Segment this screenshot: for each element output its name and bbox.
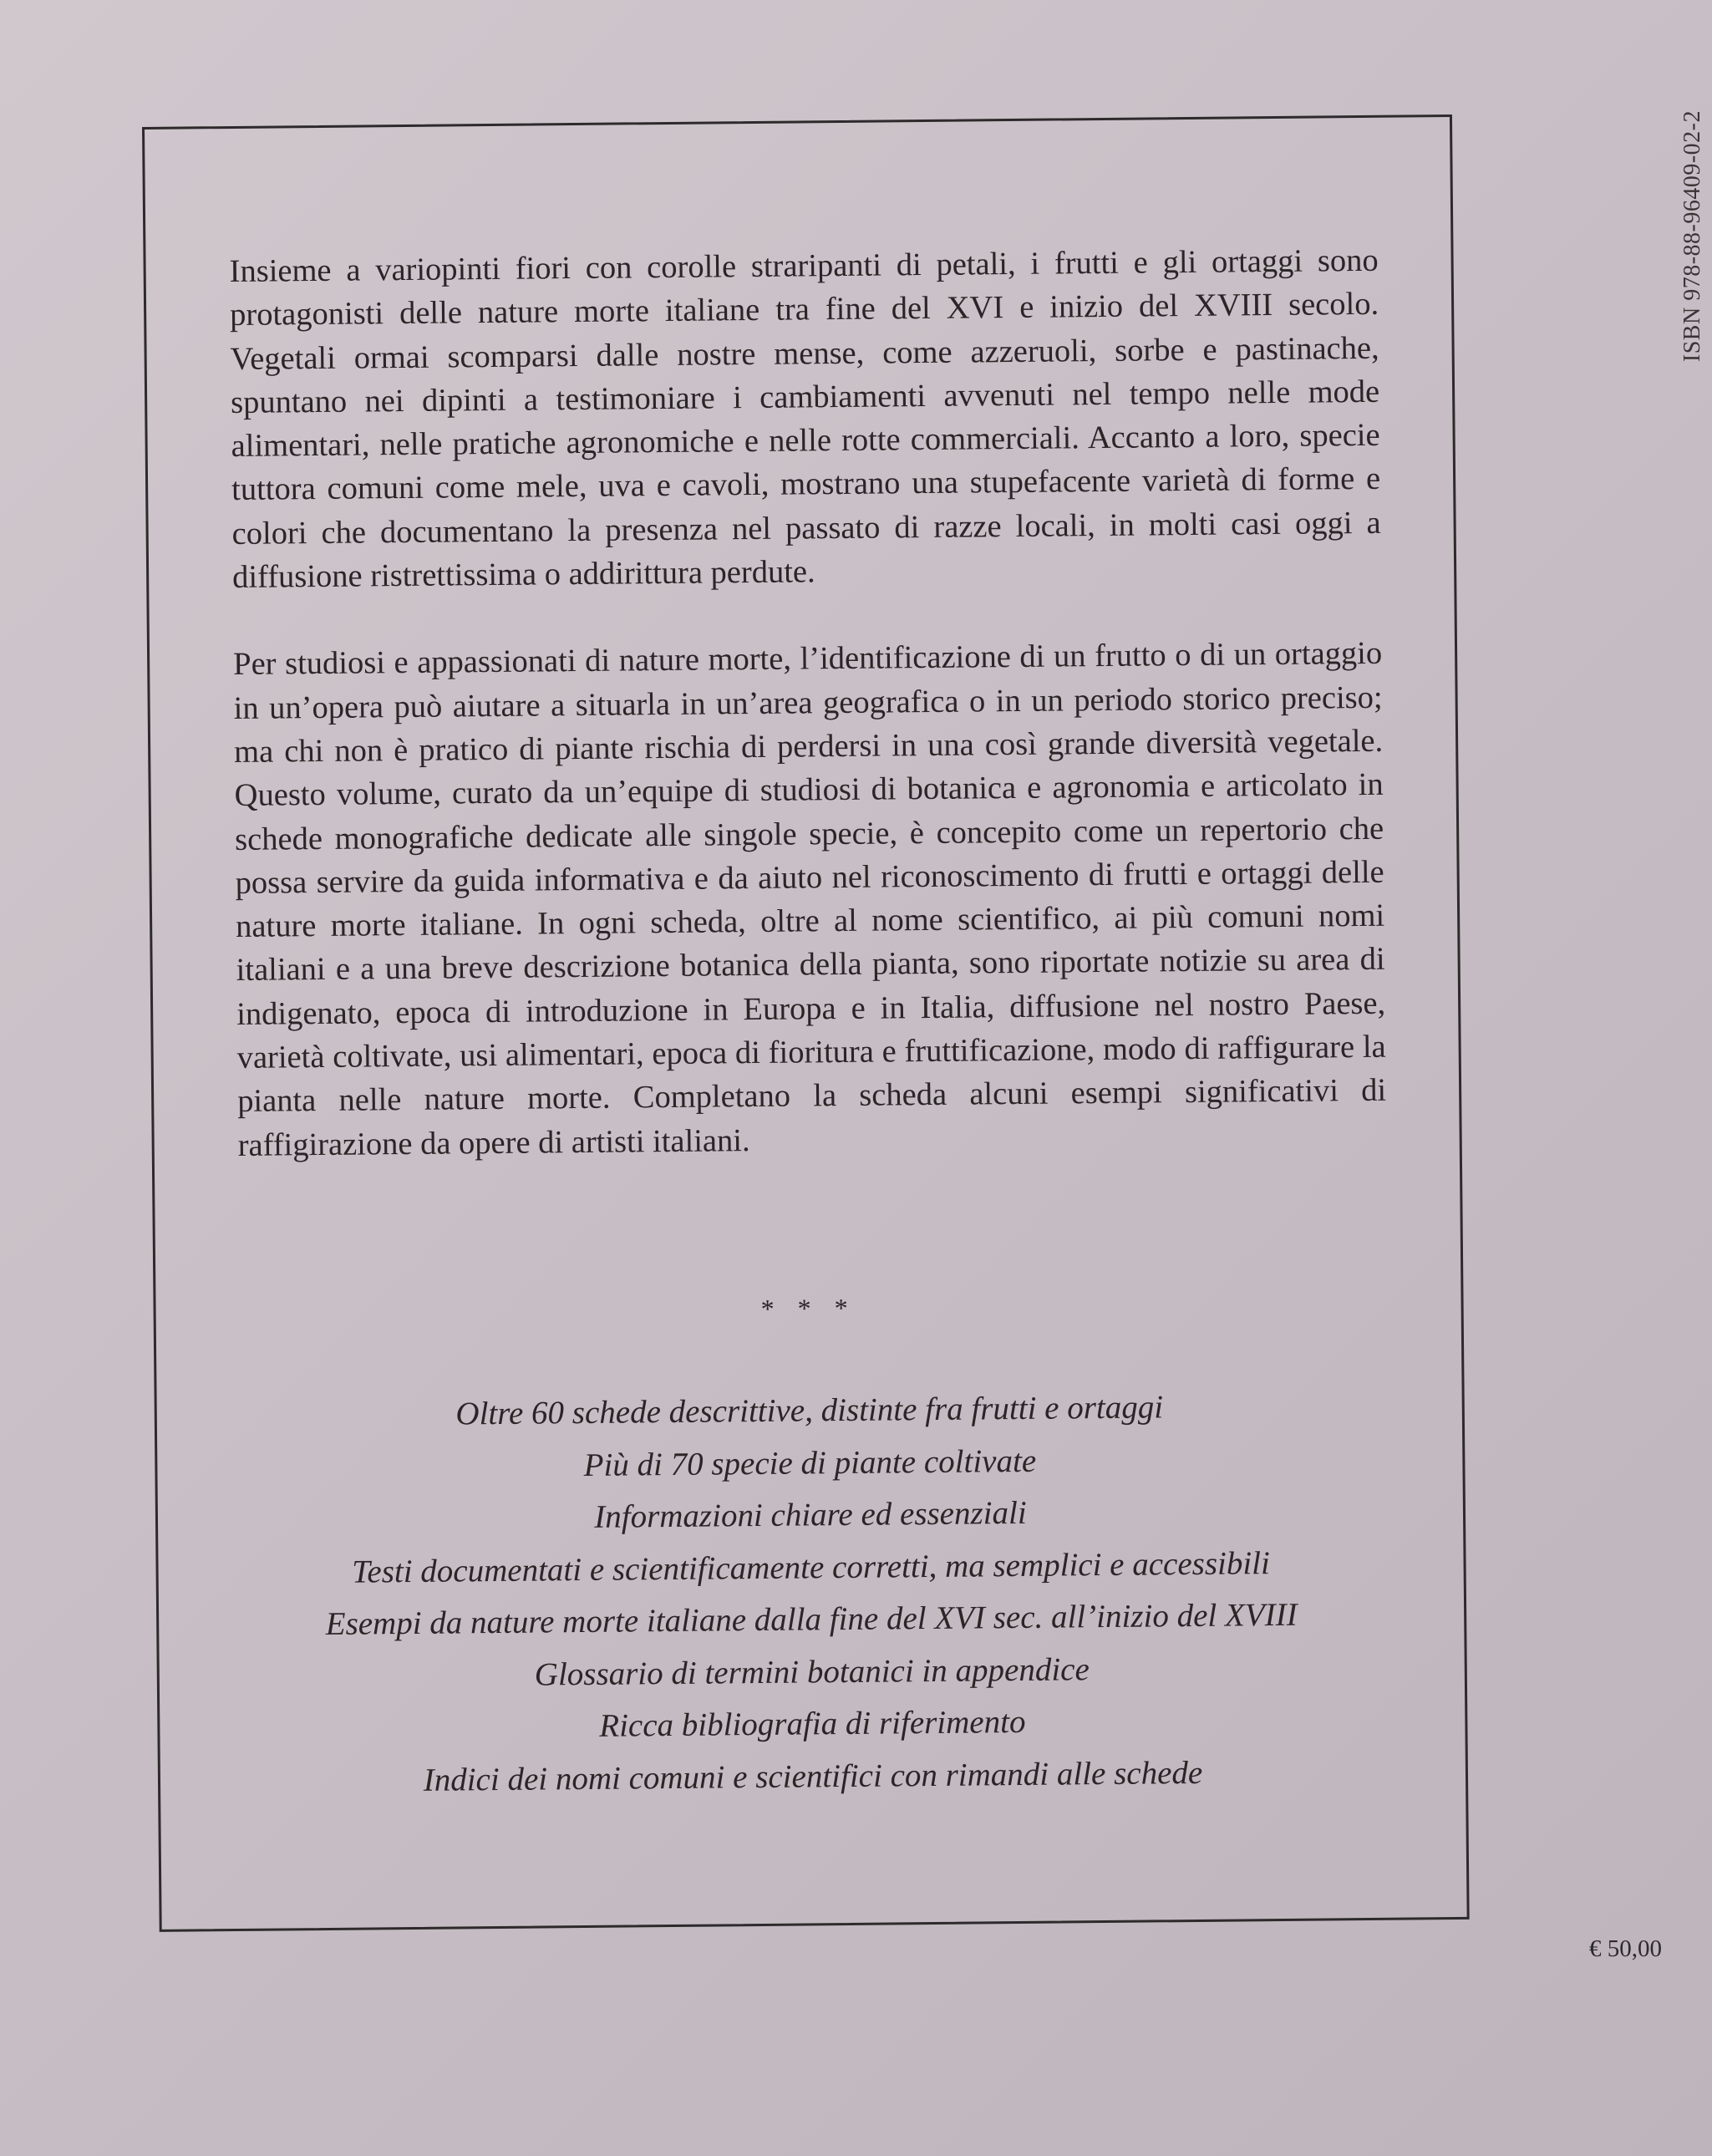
feature-item: Oltre 60 schede descrittive, distinte fra frutti e ortaggi	[455, 1389, 1164, 1432]
feature-item: Più di 70 specie di piante coltivate	[583, 1442, 1037, 1483]
price-label: € 50,00	[1589, 1935, 1662, 1962]
description-text	[229, 239, 1386, 1167]
feature-item: Informazioni chiare ed essenziali	[594, 1494, 1027, 1535]
description-paragraph-2: Per studiosi e appassionati di nature morte, l’identificazione di un frutto o di un ortaggio in un’opera può aiutare a situarla in un’area geografica o in un periodo storico preciso; ma chi non è pratico di piante rischia di perdersi in una così grande diversità vegetale. Questo volume, curato da un’equipe di studiosi di botanica e agronomia e articolato in schede monografiche dedicate alle singole specie, è concepito come un repertorio che possa servire da guida informativa e da aiuto nel riconoscimento di frutti e ortaggi delle nature morte italiane. In ogni scheda, oltre al nome scientifico, ai più comuni nomi italiani e a una breve descrizione botanica della pianta, sono riportate notizie su area di indigenato, epoca di introduzione in Europa e in Italia, diffusione nel nostro Paese, varietà coltivate, usi alimentari, epoca di fioritura e fruttificazione, modo di raffigurare la pianta nelle nature morte. Completano la scheda alcuni esempi significativi di raffigirazione da opere di artisti italiani.	[232, 636, 1387, 1163]
description-paragraph-1: Insieme a variopinti fiori con corolle straripanti di petali, i frutti e gli ortaggi sono protagonisti delle nature morte italiane tra fine del XVI e inizio del XVIII secolo. Vegetali ormai scomparsi dalle nostre mense, come azzeruoli, sorbe e pastinache, spuntano nei dipinti a testimoniare i cambiamenti avvenuti nel tempo nelle mode alimentari, nelle pratiche agronomiche e nelle rotte commerciali. Accanto a loro, specie tuttora comuni come mele, uva e cavoli, mostrano una stupefacente varietà di forme e colori che documentano la presenza nel passato di razze locali, in molti casi oggi a diffusione ristrettissima o addirittura perdute.	[229, 242, 1381, 596]
feature-list	[157, 1379, 1466, 1809]
text-frame	[142, 114, 1470, 1932]
section-separator: * * *	[760, 1292, 856, 1324]
feature-item: Esempi da nature morte italiane dalla fine del XVI sec. all’inizio del XVIII	[325, 1596, 1298, 1642]
feature-item: Testi documentati e scientificamente corretti, ma semplici e accessibili	[352, 1544, 1271, 1590]
feature-item: Glossario di termini botanici in appendice	[534, 1650, 1090, 1693]
feature-item: Ricca bibliografia di riferimento	[599, 1703, 1026, 1744]
feature-item: Indici dei nomi comuni e scientifici con rimandi alle schede	[423, 1754, 1203, 1798]
isbn-label: ISBN 978-88-96409-02-2	[1679, 110, 1705, 363]
